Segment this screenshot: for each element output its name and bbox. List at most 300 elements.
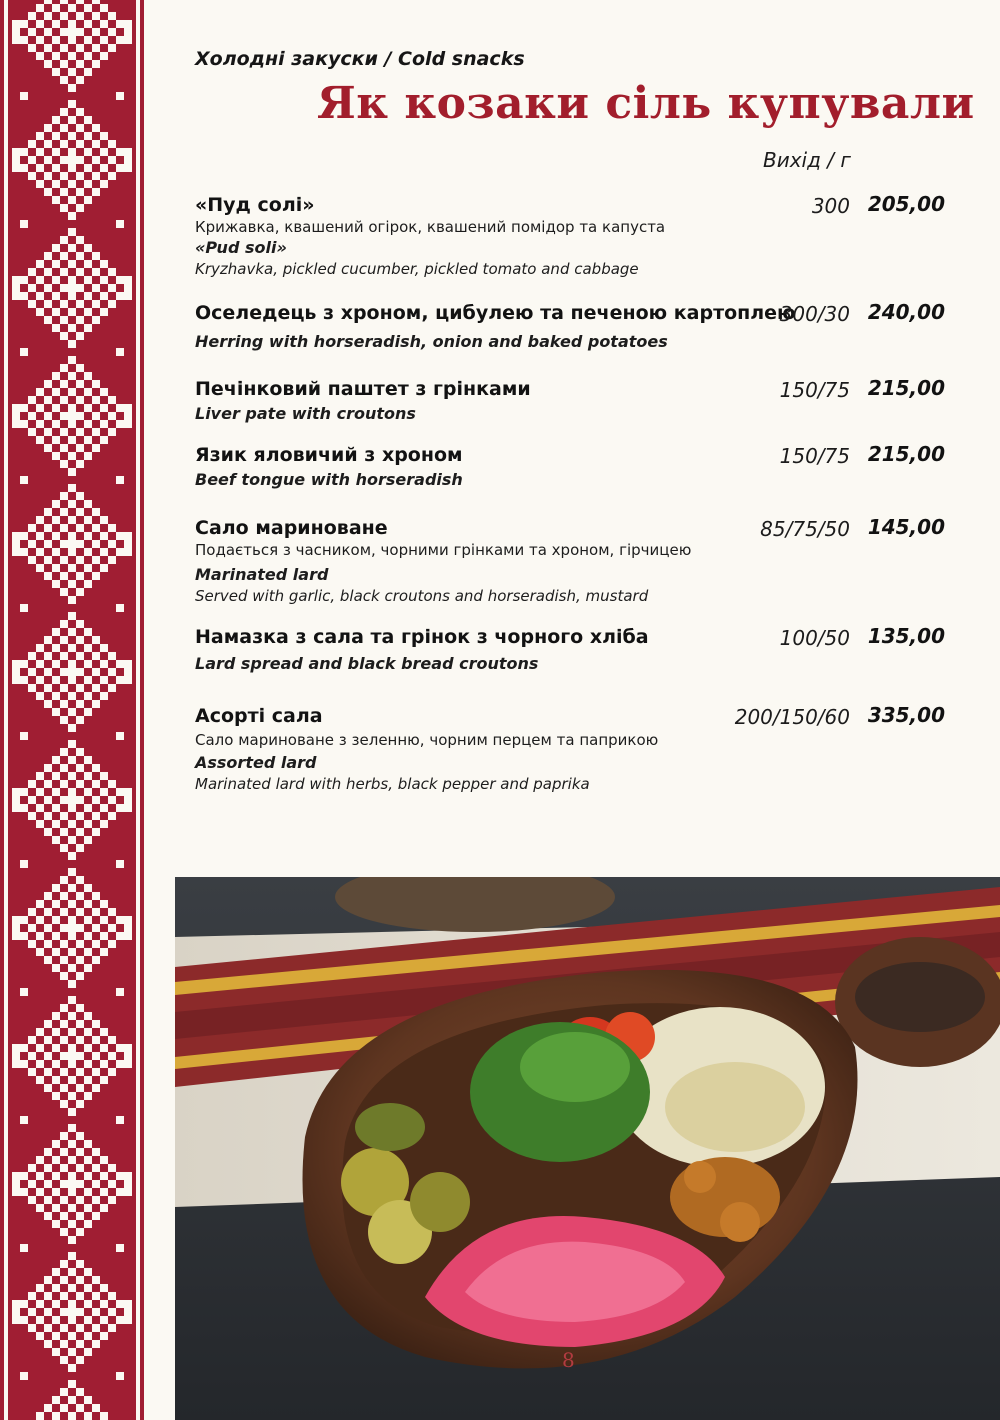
embroidery-stitch bbox=[44, 892, 52, 900]
embroidery-stitch bbox=[60, 76, 68, 84]
embroidery-stitch bbox=[92, 60, 100, 68]
embroidery-stitch bbox=[68, 564, 76, 572]
embroidery-stitch bbox=[36, 516, 44, 524]
embroidery-stitch bbox=[116, 1116, 124, 1124]
embroidery-stitch bbox=[92, 1052, 100, 1060]
embroidery-stitch bbox=[60, 140, 68, 148]
embroidery-stitch bbox=[52, 260, 60, 268]
embroidery-stitch bbox=[52, 116, 60, 124]
embroidery-stitch bbox=[44, 1340, 52, 1348]
embroidery-stitch bbox=[84, 1412, 92, 1420]
embroidery-stitch bbox=[84, 276, 92, 284]
embroidery-stitch bbox=[44, 396, 52, 404]
embroidery-stitch bbox=[60, 1004, 68, 1012]
embroidery-stitch bbox=[60, 764, 68, 772]
item-name: Намазка з сала та грінок з чорного хліба bbox=[195, 626, 649, 648]
embroidery-stitch bbox=[44, 1068, 52, 1076]
embroidery-stitch bbox=[100, 1300, 108, 1308]
embroidery-stitch bbox=[20, 860, 28, 868]
embroidery-stitch bbox=[84, 260, 92, 268]
embroidery-stitch bbox=[68, 276, 76, 284]
embroidery-stitch bbox=[52, 932, 60, 940]
embroidery-stitch bbox=[12, 1044, 20, 1068]
embroidery-stitch bbox=[116, 532, 124, 540]
item-name-english: Lard spread and black bread croutons bbox=[195, 654, 539, 673]
embroidery-stitch bbox=[68, 932, 76, 940]
embroidery-stitch bbox=[52, 532, 60, 540]
embroidery-stitch bbox=[20, 532, 28, 540]
embroidery-stitch bbox=[36, 948, 44, 956]
embroidery-stitch bbox=[52, 372, 60, 380]
embroidery-stitch bbox=[44, 428, 52, 436]
embroidery-stitch bbox=[124, 276, 132, 300]
embroidery-stitch bbox=[84, 500, 92, 508]
embroidery-stitch bbox=[116, 916, 124, 924]
embroidery-stitch bbox=[84, 20, 92, 28]
item-name: Оселедець з хроном, цибулею та печеною картоплею bbox=[195, 302, 796, 324]
embroidery-stitch bbox=[44, 924, 52, 932]
embroidery-stitch bbox=[44, 956, 52, 964]
embroidery-stitch bbox=[60, 1276, 68, 1284]
embroidery-stitch bbox=[84, 644, 92, 652]
embroidery-stitch bbox=[36, 676, 44, 684]
embroidery-stitch bbox=[28, 940, 36, 948]
item-name: «Пуд солі» bbox=[195, 194, 315, 216]
page-title: Як козаки сіль купували bbox=[317, 78, 975, 129]
embroidery-stitch bbox=[68, 868, 76, 876]
embroidery-stitch bbox=[28, 812, 36, 820]
embroidery-stitch bbox=[52, 516, 60, 524]
embroidery-stitch bbox=[76, 396, 84, 404]
embroidery-stitch bbox=[20, 1116, 28, 1124]
embroidery-stitch bbox=[68, 756, 76, 764]
embroidery-stitch bbox=[52, 580, 60, 588]
embroidery-pattern bbox=[0, 0, 152, 1420]
embroidery-stitch bbox=[100, 1412, 108, 1420]
embroidery-stitch bbox=[92, 12, 100, 20]
embroidery-stitch bbox=[52, 916, 60, 924]
embroidery-stitch bbox=[116, 804, 124, 812]
embroidery-stitch bbox=[68, 1028, 76, 1036]
embroidery-stitch bbox=[68, 548, 76, 556]
embroidery-stitch bbox=[76, 892, 84, 900]
embroidery-stitch bbox=[52, 772, 60, 780]
embroidery-stitch bbox=[52, 644, 60, 652]
embroidery-stitch bbox=[108, 28, 116, 36]
embroidery-stitch bbox=[20, 420, 28, 428]
item-name: Сало мариноване bbox=[195, 517, 388, 539]
embroidery-stitch bbox=[52, 1220, 60, 1228]
embroidery-stitch bbox=[100, 916, 108, 924]
embroidery-stitch bbox=[76, 1084, 84, 1092]
item-weight: 200/150/60 bbox=[734, 705, 850, 729]
embroidery-stitch bbox=[76, 780, 84, 788]
item-price: 135,00 bbox=[867, 624, 945, 648]
embroidery-stitch bbox=[60, 1356, 68, 1364]
embroidery-stitch bbox=[52, 1332, 60, 1340]
embroidery-stitch bbox=[76, 1196, 84, 1204]
embroidery-stitch bbox=[52, 804, 60, 812]
embroidery-stitch bbox=[20, 20, 28, 28]
embroidery-stitch bbox=[76, 1260, 84, 1268]
embroidery-stitch bbox=[60, 12, 68, 20]
embroidery-stitch bbox=[84, 756, 92, 764]
embroidery-stitch bbox=[36, 180, 44, 188]
embroidery-stitch bbox=[60, 556, 68, 564]
embroidery-stitch bbox=[36, 1172, 44, 1180]
embroidery-stitch bbox=[52, 388, 60, 396]
embroidery-stitch bbox=[108, 556, 116, 564]
embroidery-stitch bbox=[76, 1212, 84, 1220]
embroidery-stitch bbox=[76, 140, 84, 148]
embroidery-stitch bbox=[52, 964, 60, 972]
embroidery-stitch bbox=[84, 564, 92, 572]
embroidery-stitch bbox=[52, 1156, 60, 1164]
embroidery-stitch bbox=[68, 1412, 76, 1420]
embroidery-stitch bbox=[92, 428, 100, 436]
embroidery-stitch bbox=[52, 1316, 60, 1324]
embroidery-stitch bbox=[76, 108, 84, 116]
embroidery-stitch bbox=[68, 412, 76, 420]
embroidery-stitch bbox=[124, 532, 132, 556]
embroidery-stitch bbox=[92, 684, 100, 692]
embroidery-stitch bbox=[84, 772, 92, 780]
embroidery-stitch bbox=[76, 204, 84, 212]
embroidery-stitch bbox=[84, 436, 92, 444]
embroidery-stitch bbox=[92, 444, 100, 452]
embroidery-stitch bbox=[44, 1212, 52, 1220]
embroidery-stitch bbox=[44, 764, 52, 772]
embroidery-stitch bbox=[76, 1404, 84, 1412]
embroidery-stitch bbox=[60, 876, 68, 884]
item-name-english: Assorted lard bbox=[195, 753, 317, 772]
embroidery-stitch bbox=[68, 68, 76, 76]
embroidery-stitch bbox=[20, 36, 28, 44]
embroidery-stitch bbox=[36, 804, 44, 812]
embroidery-stitch bbox=[52, 36, 60, 44]
embroidery-stitch bbox=[28, 924, 36, 932]
embroidery-stitch bbox=[68, 1044, 76, 1052]
embroidery-stitch bbox=[68, 628, 76, 636]
embroidery-stitch bbox=[76, 556, 84, 564]
embroidery-stitch bbox=[84, 788, 92, 796]
embroidery-stitch bbox=[52, 324, 60, 332]
embroidery-stitch bbox=[44, 1052, 52, 1060]
embroidery-stitch bbox=[84, 1204, 92, 1212]
embroidery-stitch bbox=[44, 684, 52, 692]
embroidery-stitch bbox=[92, 940, 100, 948]
embroidery-stitch bbox=[52, 948, 60, 956]
embroidery-stitch bbox=[68, 1060, 76, 1068]
embroidery-stitch bbox=[116, 164, 124, 172]
embroidery-stitch bbox=[68, 964, 76, 972]
item-price: 215,00 bbox=[867, 376, 945, 400]
embroidery-stitch bbox=[108, 796, 116, 804]
embroidery-stitch bbox=[68, 644, 76, 652]
embroidery-stitch bbox=[68, 308, 76, 316]
embroidery-stitch bbox=[36, 1076, 44, 1084]
embroidery-stitch bbox=[100, 1316, 108, 1324]
embroidery-stitch bbox=[108, 1196, 116, 1204]
embroidery-stitch bbox=[84, 324, 92, 332]
embroidery-stitch bbox=[76, 1100, 84, 1108]
item-name-english: Herring with horseradish, onion and baked potatoes bbox=[195, 332, 668, 351]
embroidery-stitch bbox=[84, 1044, 92, 1052]
embroidery-stitch bbox=[44, 1308, 52, 1316]
dish-illustration bbox=[175, 877, 1000, 1420]
embroidery-stitch bbox=[36, 820, 44, 828]
embroidery-stitch bbox=[68, 1076, 76, 1084]
embroidery-stitch bbox=[36, 1028, 44, 1036]
embroidery-stitch bbox=[20, 676, 28, 684]
embroidery-stitch bbox=[44, 572, 52, 580]
embroidery-stitch bbox=[52, 1012, 60, 1020]
embroidery-stitch bbox=[76, 700, 84, 708]
embroidery-stitch bbox=[108, 652, 116, 660]
embroidery-stitch bbox=[28, 284, 36, 292]
embroidery-stitch bbox=[44, 1148, 52, 1156]
embroidery-stitch bbox=[92, 1036, 100, 1044]
embroidery-stitch bbox=[68, 980, 76, 988]
embroidery-stitch bbox=[68, 1364, 76, 1372]
embroidery-stitch bbox=[44, 1324, 52, 1332]
embroidery-stitch bbox=[36, 420, 44, 428]
embroidery-stitch bbox=[44, 1084, 52, 1092]
embroidery-stitch bbox=[68, 1252, 76, 1260]
embroidery-stitch bbox=[116, 1372, 124, 1380]
embroidery-stitch bbox=[108, 1036, 116, 1044]
embroidery-stitch bbox=[92, 540, 100, 548]
item-weight: 300/30 bbox=[779, 302, 850, 326]
embroidery-stitch bbox=[116, 548, 124, 556]
embroidery-stitch bbox=[20, 1372, 28, 1380]
embroidery-stitch bbox=[36, 532, 44, 540]
embroidery-stitch bbox=[76, 1132, 84, 1140]
embroidery-stitch bbox=[60, 124, 68, 132]
embroidery-stitch bbox=[60, 316, 68, 324]
embroidery-stitch bbox=[36, 1044, 44, 1052]
embroidery-stitch bbox=[84, 404, 92, 412]
embroidery-stitch bbox=[100, 820, 108, 828]
embroidery-stitch bbox=[116, 36, 124, 44]
embroidery-stitch bbox=[20, 548, 28, 556]
item-name-english: «Pud soli» bbox=[195, 238, 287, 257]
embroidery-stitch bbox=[60, 1388, 68, 1396]
embroidery-stitch bbox=[92, 796, 100, 804]
embroidery-stitch bbox=[100, 1028, 108, 1036]
embroidery-stitch bbox=[60, 588, 68, 596]
embroidery-stitch bbox=[92, 1340, 100, 1348]
embroidery-stitch bbox=[92, 508, 100, 516]
embroidery-stitch bbox=[36, 1412, 44, 1420]
embroidery-stitch bbox=[28, 412, 36, 420]
embroidery-stitch bbox=[68, 1180, 76, 1188]
embroidery-stitch bbox=[100, 180, 108, 188]
embroidery-stitch bbox=[116, 220, 124, 228]
embroidery-stitch bbox=[52, 1028, 60, 1036]
embroidery-stitch bbox=[68, 1124, 76, 1132]
item-description-english: Kryzhavka, pickled cucumber, pickled tomato and cabbage bbox=[195, 260, 639, 278]
embroidery-stitch bbox=[76, 1004, 84, 1012]
embroidery-stitch bbox=[116, 1316, 124, 1324]
embroidery-stitch bbox=[44, 172, 52, 180]
embroidery-stitch bbox=[44, 28, 52, 36]
embroidery-stitch bbox=[92, 828, 100, 836]
embroidery-stitch bbox=[20, 788, 28, 796]
embroidery-stitch bbox=[28, 428, 36, 436]
embroidery-stitch bbox=[76, 1388, 84, 1396]
embroidery-stitch bbox=[52, 836, 60, 844]
embroidery-stitch bbox=[92, 1212, 100, 1220]
embroidery-stitch bbox=[76, 380, 84, 388]
embroidery-stitch bbox=[60, 284, 68, 292]
embroidery-stitch bbox=[68, 612, 76, 620]
embroidery-stitch bbox=[76, 748, 84, 756]
embroidery-stitch bbox=[92, 1324, 100, 1332]
embroidery-stitch bbox=[68, 436, 76, 444]
embroidery-stitch bbox=[44, 156, 52, 164]
embroidery-stitch bbox=[108, 524, 116, 532]
spice-bowl-inner bbox=[855, 962, 985, 1032]
embroidery-stitch bbox=[116, 660, 124, 668]
embroidery-stitch bbox=[52, 308, 60, 316]
embroidery-stitch bbox=[60, 364, 68, 372]
embroidery-stitch bbox=[36, 388, 44, 396]
embroidery-stitch bbox=[68, 724, 76, 732]
embroidery-stitch bbox=[68, 4, 76, 12]
embroidery-stitch bbox=[20, 732, 28, 740]
item-description: Крижавка, квашений огірок, квашений помідор та капуста bbox=[195, 218, 666, 236]
embroidery-stitch bbox=[84, 804, 92, 812]
embroidery-stitch bbox=[76, 1164, 84, 1172]
embroidery-stitch bbox=[60, 1132, 68, 1140]
embroidery-stitch bbox=[92, 524, 100, 532]
embroidery-stitch bbox=[92, 44, 100, 52]
embroidery-stitch bbox=[60, 28, 68, 36]
embroidery-stitch bbox=[52, 676, 60, 684]
embroidery-stitch bbox=[84, 1156, 92, 1164]
embroidery-stitch bbox=[44, 444, 52, 452]
embroidery-stitch bbox=[76, 1292, 84, 1300]
embroidery-stitch bbox=[20, 476, 28, 484]
embroidery-stitch bbox=[76, 876, 84, 884]
embroidery-stitch bbox=[20, 1044, 28, 1052]
embroidery-stitch bbox=[52, 756, 60, 764]
embroidery-stitch bbox=[100, 20, 108, 28]
embroidery-stitch bbox=[100, 788, 108, 796]
embroidery-stitch bbox=[76, 572, 84, 580]
embroidery-stitch bbox=[76, 492, 84, 500]
embroidery-stitch bbox=[52, 884, 60, 892]
embroidery-stitch bbox=[76, 268, 84, 276]
embroidery-stitch bbox=[68, 1316, 76, 1324]
embroidery-stitch bbox=[68, 1052, 76, 1060]
embroidery-stitch bbox=[116, 732, 124, 740]
embroidery-stitch bbox=[60, 812, 68, 820]
embroidery-stitch bbox=[68, 852, 76, 860]
embroidery-stitch bbox=[68, 1396, 76, 1404]
embroidery-stitch bbox=[124, 404, 132, 428]
embroidery-stitch bbox=[84, 388, 92, 396]
embroidery-stitch bbox=[100, 1060, 108, 1068]
embroidery-stitch bbox=[84, 932, 92, 940]
embroidery-stitch bbox=[76, 236, 84, 244]
embroidery-stitch bbox=[84, 1076, 92, 1084]
embroidery-stitch bbox=[108, 172, 116, 180]
embroidery-stitch bbox=[84, 1268, 92, 1276]
embroidery-stitch bbox=[28, 172, 36, 180]
embroidery-stitch bbox=[76, 1036, 84, 1044]
embroidery-stitch bbox=[36, 1300, 44, 1308]
embroidery-stitch bbox=[84, 548, 92, 556]
embroidery-stitch bbox=[60, 108, 68, 116]
menu-content bbox=[195, 0, 975, 860]
embroidery-stitch bbox=[44, 796, 52, 804]
embroidery-stitch bbox=[108, 812, 116, 820]
embroidery-stitch bbox=[36, 1204, 44, 1212]
embroidery-stitch bbox=[68, 740, 76, 748]
embroidery-stitch bbox=[52, 404, 60, 412]
embroidery-stitch bbox=[60, 1196, 68, 1204]
embroidery-stitch bbox=[60, 1100, 68, 1108]
embroidery-stitch bbox=[124, 20, 132, 44]
embroidery-stitch bbox=[100, 164, 108, 172]
embroidery-stitch bbox=[68, 356, 76, 364]
embroidery-stitch bbox=[84, 628, 92, 636]
embroidery-stitch bbox=[60, 796, 68, 804]
embroidery-stitch bbox=[108, 412, 116, 420]
embroidery-stitch bbox=[28, 1164, 36, 1172]
embroidery-stitch bbox=[68, 596, 76, 604]
embroidery-stitch bbox=[84, 132, 92, 140]
embroidery-stitch bbox=[28, 1068, 36, 1076]
embroidery-stitch bbox=[36, 404, 44, 412]
embroidery-stitch bbox=[44, 540, 52, 548]
embroidery-stitch bbox=[60, 828, 68, 836]
embroidery-stitch bbox=[36, 436, 44, 444]
embroidery-stitch bbox=[108, 140, 116, 148]
embroidery-stitch bbox=[92, 700, 100, 708]
embroidery-stitch bbox=[28, 1292, 36, 1300]
embroidery-stitch bbox=[108, 1324, 116, 1332]
embroidery-border bbox=[0, 0, 152, 1420]
embroidery-stitch bbox=[76, 188, 84, 196]
embroidery-stitch bbox=[84, 900, 92, 908]
embroidery-stitch bbox=[92, 1308, 100, 1316]
embroidery-stitch bbox=[76, 412, 84, 420]
herbs-light bbox=[520, 1032, 630, 1102]
embroidery-stitch bbox=[108, 44, 116, 52]
embroidery-stitch bbox=[76, 508, 84, 516]
embroidery-stitch bbox=[60, 636, 68, 644]
item-name-english: Liver pate with croutons bbox=[195, 404, 416, 423]
embroidery-stitch bbox=[60, 60, 68, 68]
embroidery-stitch bbox=[60, 572, 68, 580]
embroidery-stitch bbox=[108, 780, 116, 788]
embroidery-stitch bbox=[116, 148, 124, 156]
embroidery-stitch bbox=[116, 1044, 124, 1052]
embroidery-stitch bbox=[52, 1140, 60, 1148]
embroidery-stitch bbox=[100, 1076, 108, 1084]
embroidery-stitch bbox=[60, 1148, 68, 1156]
embroidery-stitch bbox=[100, 1332, 108, 1340]
embroidery-stitch bbox=[76, 524, 84, 532]
embroidery-stitch bbox=[100, 1284, 108, 1292]
section-label: Холодні закуски / Cold snacks bbox=[195, 48, 525, 70]
embroidery-stitch bbox=[28, 556, 36, 564]
embroidery-stitch bbox=[28, 780, 36, 788]
embroidery-stitch bbox=[20, 932, 28, 940]
